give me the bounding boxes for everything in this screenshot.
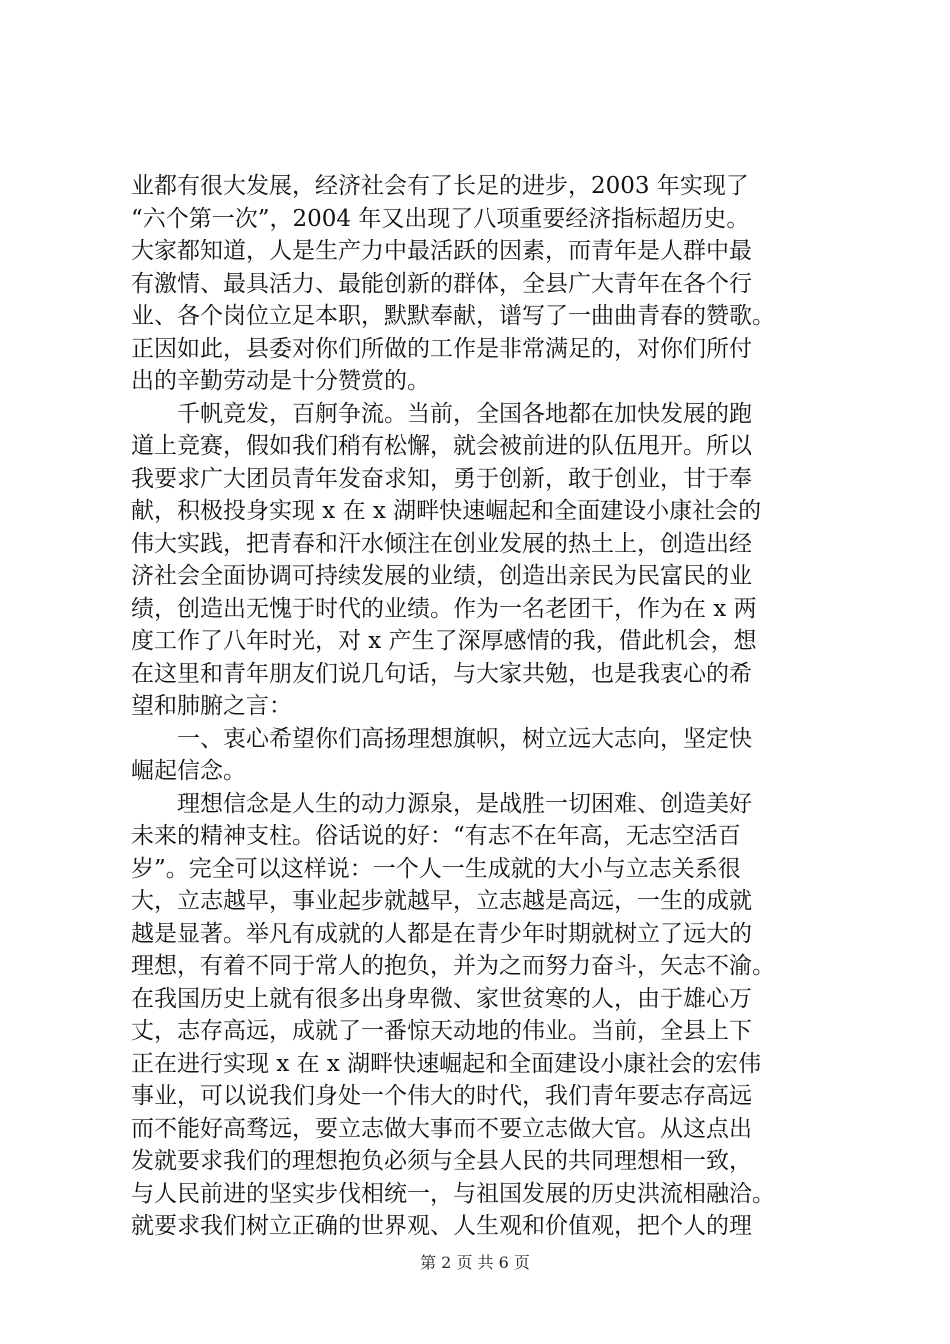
text-line: 千帆竞发，百舸争流。当前，全国各地都在加快发展的跑	[131, 400, 752, 427]
page-number-label: 第 2 页 共 6 页	[420, 1253, 530, 1272]
text-line: 崛起信念。	[131, 758, 246, 784]
text-line: 与人民前进的坚实步伐相统一，与祖国发展的历史洪流相融洽。	[131, 1180, 775, 1207]
text-line: 我要求广大团员青年发奋求知，勇于创新，敢于创业，甘于奉	[131, 465, 752, 492]
text-line: 济社会全面协调可持续发展的业绩，创造出亲民为民富民的业	[131, 563, 752, 589]
text-line: 未来的精神支柱。俗话说的好：“有志不在年高，无志空活百	[131, 823, 741, 849]
text-line: 一、衷心希望你们高扬理想旗帜，树立远大志向，坚定快	[131, 725, 752, 752]
text-line: 业、各个岗位立足本职，默默奉献，谱写了一曲曲青春的赞歌。	[131, 303, 775, 329]
text-line: 岁”。完全可以这样说：一个人一生成就的大小与立志关系很	[131, 855, 741, 882]
text-line: 正因如此，县委对你们所做的工作是非常满足的，对你们所付	[131, 335, 752, 362]
text-line: 事业，可以说我们身处一个伟大的时代，我们青年要志存高远	[131, 1083, 752, 1109]
text-line: 在我国历史上就有很多出身卑微、家世贫寒的人，由于雄心万	[131, 985, 752, 1012]
text-line: 有激情、最具活力、最能创新的群体，全县广大青年在各个行	[131, 270, 752, 297]
text-line: 越是显著。举凡有成就的人都是在青少年时期就树立了远大的	[131, 920, 752, 947]
text-line: 伟大实践，把青春和汗水倾注在创业发展的热土上，创造出经	[131, 530, 752, 557]
text-line: 大，立志越早，事业起步就越早，立志越是高远，一生的成就	[131, 888, 752, 914]
text-line: 度工作了八年时光，对 x 产生了深厚感情的我，借此机会，想	[131, 628, 757, 654]
text-line: 出的辛勤劳动是十分赞赏的。	[131, 368, 430, 394]
body-text	[131, 170, 831, 1243]
text-line: 献，积极投身实现 x 在 x 湖畔快速崛起和全面建设小康社会的	[131, 498, 762, 524]
text-line: 望和肺腑之言：	[131, 693, 292, 719]
page-footer	[0, 1253, 950, 1273]
text-line: 发就要求我们的理想抱负必须与全县人民的共同理想相一致，	[131, 1148, 752, 1174]
text-line: “六个第一次”，2004 年又出现了八项重要经济指标超历史。	[131, 205, 750, 232]
text-line: 在这里和青年朋友们说几句话，与大家共勉，也是我衷心的希	[131, 660, 752, 687]
text-line: 正在进行实现 x 在 x 湖畔快速崛起和全面建设小康社会的宏伟	[131, 1050, 762, 1077]
text-line: 就要求我们树立正确的世界观、人生观和价值观，把个人的理	[131, 1213, 752, 1239]
text-line: 大家都知道，人是生产力中最活跃的因素，而青年是人群中最	[131, 238, 752, 264]
text-line: 理想，有着不同于常人的抱负，并为之而努力奋斗，矢志不渝。	[131, 953, 775, 979]
text-line: 绩，创造出无愧于时代的业绩。作为一名老团干，作为在 x 两	[131, 595, 757, 622]
text-line: 理想信念是人生的动力源泉，是战胜一切困难、创造美好	[131, 790, 752, 817]
text-line: 丈，志存高远，成就了一番惊天动地的伟业。当前，全县上下	[131, 1018, 752, 1044]
text-line: 而不能好高骛远，要立志做大事而不要立志做大官。从这点出	[131, 1115, 752, 1142]
text-line: 业都有很大发展，经济社会有了长足的进步，2003 年实现了	[131, 173, 749, 199]
text-line: 道上竞赛，假如我们稍有松懈，就会被前进的队伍甩开。所以	[131, 433, 752, 459]
